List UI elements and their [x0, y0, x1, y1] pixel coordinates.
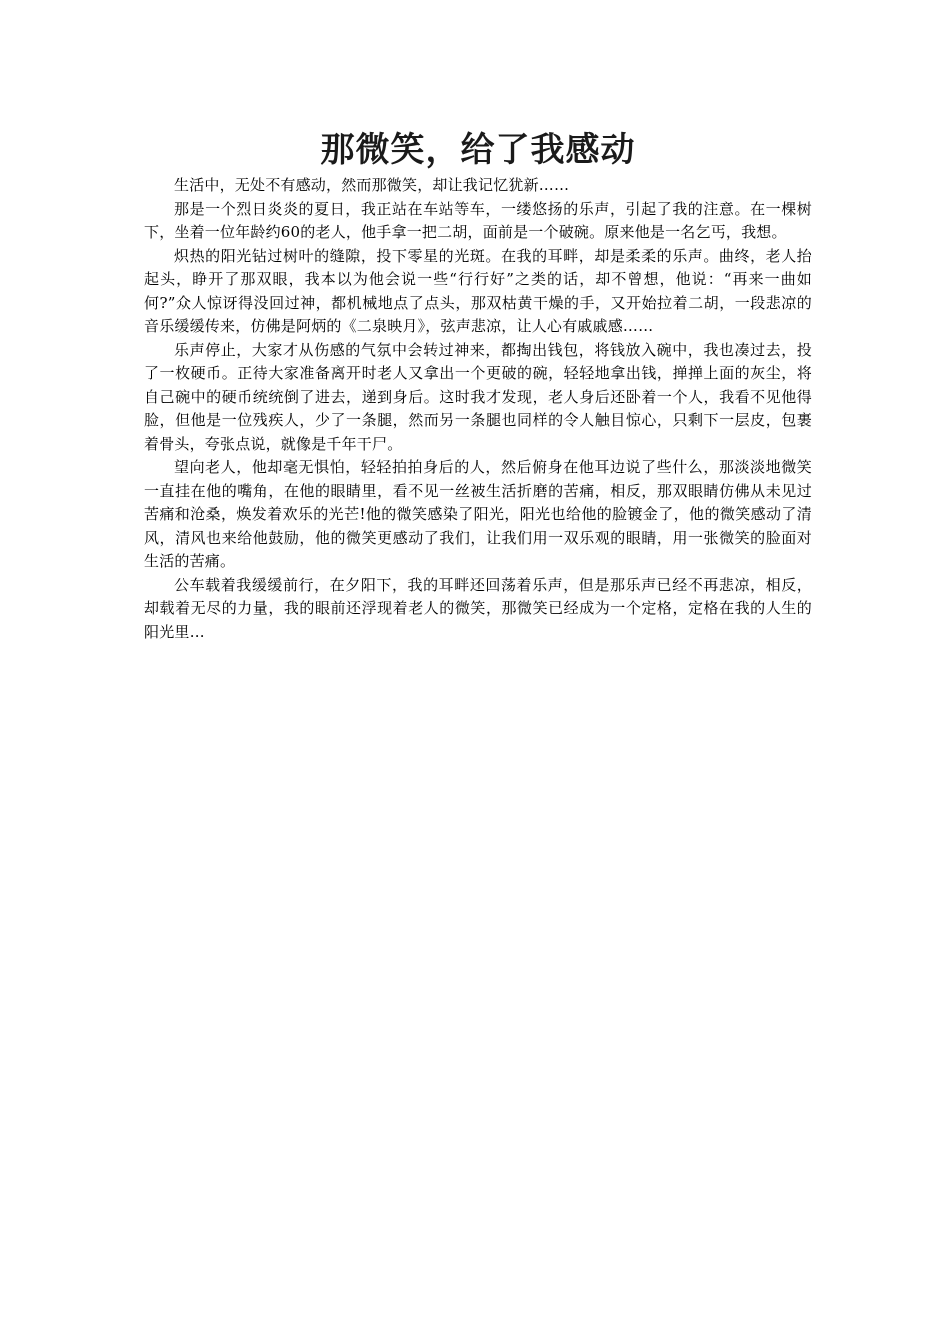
paragraph: 生活中，无处不有感动，然而那微笑，却让我记忆犹新……: [174, 176, 570, 194]
paragraph: 炽热的阳光钻过树叶的缝隙，投下零星的光斑。在我的耳畔，却是柔柔的乐声。曲终，老人抬起头，睁开了那双眼，我本以为他会说一些“行行好”之类的话，却不曾想，他说：“再来一曲如何?”众人惊讶得没回过神，都机械地点了点头，那双枯黄干燥的手，又开始拉着二胡，一段悲凉的音乐缓缓传来，仿佛是阿炳的《二泉映月》，弦声悲凉，让人心有戚戚感……: [144, 246, 812, 335]
document-title: 那微笑，给了我感动: [320, 130, 636, 170]
document-body: [144, 126, 812, 644]
paragraph: 那是一个烈日炎炎的夏日，我正站在车站等车，一缕悠扬的乐声，引起了我的注意。在一棵树下，坐着一位年龄约60的老人，他手拿一把二胡，面前是一个破碗。原来他是一名乞丐，我想。: [144, 199, 812, 241]
paragraph: 公车载着我缓缓前行，在夕阳下，我的耳畔还回荡着乐声，但是那乐声已经不再悲凉，相反，却载着无尽的力量，我的眼前还浮现着老人的微笑，那微笑已经成为一个定格，定格在我的人生的阳光里…: [144, 575, 812, 641]
paragraph: 望向老人，他却毫无惧怕，轻轻拍拍身后的人，然后俯身在他耳边说了些什么，那淡淡地微笑一直挂在他的嘴角，在他的眼睛里，看不见一丝被生活折磨的苦痛，相反，那双眼睛仿佛从未见过苦痛和沧桑，焕发着欢乐的光芒!他的微笑感染了阳光，阳光也给他的脸镀金了，他的微笑感动了清风，清风也来给他鼓励，他的微笑更感动了我们，让我们用一双乐观的眼睛，用一张微笑的脸面对生活的苦痛。: [144, 458, 812, 570]
paragraph: 乐声停止，大家才从伤感的气氛中会转过神来，都掏出钱包，将钱放入碗中，我也凑过去，投了一枚硬币。正待大家准备离开时老人又拿出一个更破的碗，轻轻地拿出钱，掸掸上面的灰尘，将自己碗中的硬币统统倒了进去，递到身后。这时我才发现，老人身后还卧着一个人，我看不见他得脸，但他是一位残疾人，少了一条腿，然而另一条腿也同样的令人触目惊心，只剩下一层皮，包裹着骨头，夸张点说，就像是千年干尸。: [144, 340, 812, 453]
